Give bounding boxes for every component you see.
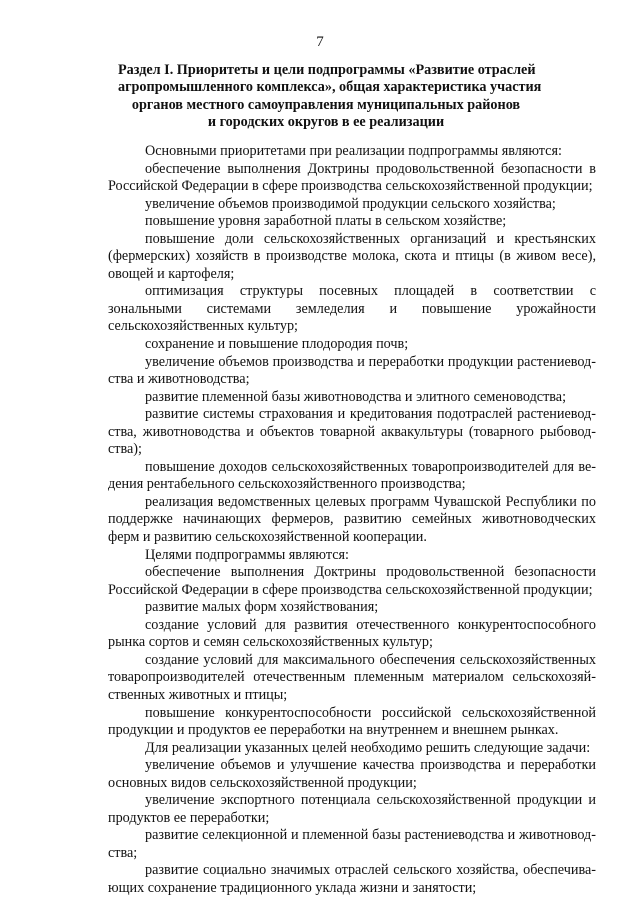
paragraph: развитие социально значимых отраслей сельского хозяйства, обеспечивающих сохранение традиционного уклада жизни и занятости; [108,862,596,896]
paragraph: развитие племенной базы животноводства и элитного семеноводства; [145,388,567,405]
section-title-line: органов местного самоуправления муниципальных районов [131,96,521,113]
paragraph: увеличение экспортного потенциала сельскохозяйственной продукции и продуктов ее переработки; [108,792,596,826]
paragraph: реализация ведомственных целевых программ Чувашской Республики по поддержке начинающих фермеров, развитию семейных животноводческих ферм и развитию сельскохозяйственной кооперации. [108,493,596,546]
page-number: 7 [316,34,324,50]
paragraph-intro: Основными приоритетами при реализации подпрограммы являются: [145,143,562,159]
paragraph: обеспечение выполнения Доктрины продовольственной безопасности Российской Федерации в сфере производства сельскохозяйственной продукции; [108,564,596,598]
paragraph: повышение доходов сельскохозяйственных товаропроизводителей для ведения рентабельного сельскохозяйственного производства; [108,458,596,493]
section-title-line: и городских округов в ее реализации [207,114,445,131]
paragraph: увеличение объемов и улучшение качества производства и переработки основных видов сельскохозяйственной продукции; [108,757,596,791]
section-title [118,62,542,132]
paragraph: обеспечение выполнения Доктрины продовольственной безопасности в Российской Федерации в сфере производства сельскохозяйственной продукции; [108,160,596,195]
paragraph: развитие малых форм хозяйствования; [145,599,379,616]
paragraph-goals-intro: Целями подпрограммы являются: [145,546,349,563]
paragraph: повышение доли сельскохозяйственных организаций и крестьянских (фермерских) хозяйств в производстве молока, скота и птицы (в живом весе), овощей и картофеля; [108,230,596,282]
paragraph: создание условий для развития отечественного конкурентоспособного рынка сортов и семян сельскохозяйственных культур; [108,616,596,651]
paragraph: повышение уровня заработной платы в сельском хозяйстве; [145,213,507,230]
section-title-line: Раздел I. Приоритеты и цели подпрограммы «Развитие отраслей [118,62,536,78]
paragraph: увеличение объемов производства и переработки продукции растениеводства и животноводства; [108,353,596,388]
paragraph: увеличение объемов производимой продукции сельского хозяйства; [145,195,556,212]
paragraph: сохранение и повышение плодородия почв; [145,336,409,353]
body-text [108,143,596,898]
paragraph-tasks-intro: Для реализации указанных целей необходимо решить следующие задачи: [145,739,591,756]
paragraph: создание условий для максимального обеспечения сельскохозяйственных товаропроизводителей отечественным племенным материалом сельскохозяйственных животных и птицы; [108,651,596,703]
paragraph: повышение конкурентоспособности российской сельскохозяйственной продукции и продуктов ее переработки на внутреннем и внешнем рынках. [108,704,596,739]
paragraph: оптимизация структуры посевных площадей в соответствии с зональными системами земледелия и повышение урожайности сельскохозяйственных культур; [108,283,596,335]
section-title-line: агропромышленного комплекса», общая характеристика участия [118,79,542,96]
paragraph: развитие селекционной и племенной базы растениеводства и животноводства; [108,827,596,861]
paragraph: развитие системы страхования и кредитования подотраслей растениеводства, животноводства и объектов товарной аквакультуры (товарного рыбоводства); [108,406,596,458]
